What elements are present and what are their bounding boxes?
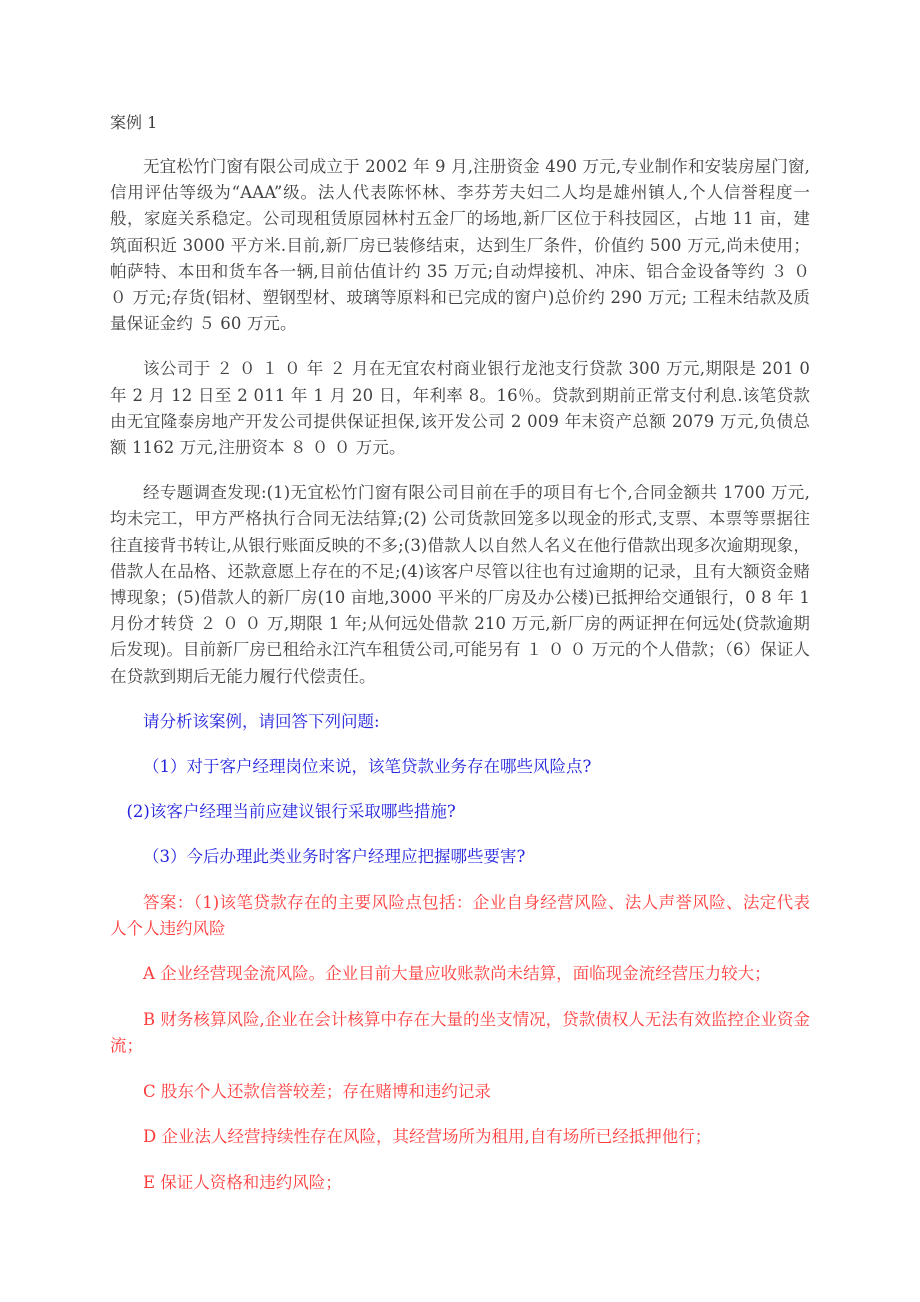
answer-item-d: D 企业法人经营持续性存在风险，其经营场所为租用,自有场所已经抵押他行； xyxy=(143,1127,712,1147)
answer-lead: 答案：（1)该笔贷款存在的主要风险点包括：企业自身经营风险、法人声誉风险、法定代表人个人违约风险 xyxy=(110,892,810,939)
question-item-2: (2)该客户经理当前应建议银行采取哪些措施? xyxy=(126,802,456,822)
case-paragraph-1: 无宜松竹门窗有限公司成立于 2002 年 9 月,注册资金 490 万元,专业制作和安装房屋门窗,信用评估等级为“AAA”级。法人代表陈怀林、李芬芳夫妇二人均是雄州镇人,个人信誉程度一般，家庭关系稳定。公司现租赁原园林村五金厂的场地,新厂区位于科技园区，占地 11 亩，建筑面积近 3000 平方米.目前,新厂房已装修结束，达到生厂条件，价值约 500 万元,尚未使用；帕萨特、本田和货车各一辆,目前估值计约 35 万元;自动焊接机、冲床、铝合金设备等约 ３ ０ ０ 万元;存货(铝材、塑钢型材、玻璃等原料和已完成的窗户)总价约 290 万元; 工程未结款及质量保证金约 ５ 60 万元。 xyxy=(110,157,810,334)
page-title: 案例 1 xyxy=(110,113,158,132)
question-item-3: （3）今后办理此类业务时客户经理应把握哪些要害? xyxy=(143,847,526,867)
case-paragraph-3: 经专题调查发现:(1)无宜松竹门窗有限公司目前在手的项目有七个,合同金额共 1700 万元,均未完工，甲方严格执行合同无法结算;(2) 公司货款回笼多以现金的形式,支票、本票等票据往往直接背书转让,从银行账面反映的不多;(3)借款人以自然人名义在他行借款出现多次逾期现象，借款人在品格、还款意愿上存在的不足;(4)该客户尽管以往也有过逾期的记录，且有大额资金赌博现象；(5)借款人的新厂房(10 亩地,3000 平米的厂房及办公楼)已抵押给交通银行，0 8 年 1 月份才转贷 ２ ０ ０ 万,期限 1 年;从何远处借款 210 万元,新厂房的两证押在何远处(贷款逾期后发现)。目前新厂房已租给永江汽车租赁公司,可能另有 １ ０ ０ 万元的个人借款；（6）保证人在贷款到期后无能力履行代偿责任。 xyxy=(110,483,810,686)
questions-intro: 请分析该案例，请回答下列问题: xyxy=(143,711,380,731)
answer-item-b: B 财务核算风险,企业在会计核算中存在大量的坐支情况，贷款债权人无法有效监控企业资金流； xyxy=(110,1009,810,1056)
answer-item-a: A 企业经营现金流风险。企业目前大量应收账款尚未结算，面临现金流经营压力较大； xyxy=(143,964,771,984)
case-paragraph-2: 该公司于 ２ ０ １ ０ 年 ２ 月在无宜农村商业银行龙池支行贷款 300 万元,期限是 201 0 年 2 月 12 日至 2 011 年 1 月 20 日，年利率 8。16％。贷款到期前正常支付利息.该笔贷款由无宜隆泰房地产开发公司提供保证担保,该开发公司 2 009 年末资产总额 2079 万元,负债总额 1162 万元,注册资本 ８ ０ ０ 万元。 xyxy=(110,359,810,458)
question-item-1: （1）对于客户经理岗位来说，该笔贷款业务存在哪些风险点? xyxy=(143,757,592,777)
answer-item-e: E 保证人资格和违约风险； xyxy=(143,1172,342,1192)
answer-item-c: C 股东个人还款信誉较差；存在赌博和违约记录 xyxy=(143,1081,491,1101)
